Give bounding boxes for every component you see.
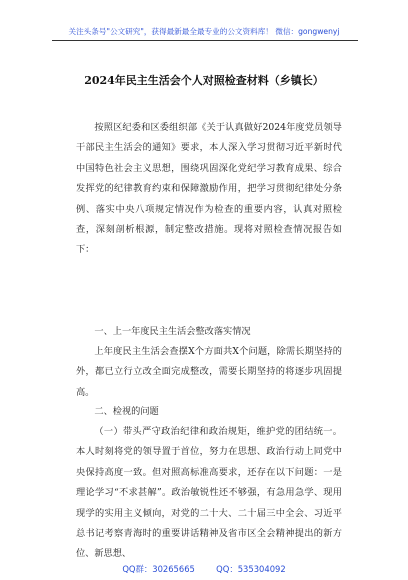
header-divider [52,40,358,41]
section2-heading [76,402,342,422]
section1-heading-text: 一、上一年度民主生活会整改落实情况 [94,326,251,337]
section1-text: 上年度民主生活会查摆X个方面共X个问题，除需长期坚持的外，都已立行立改全面完成整改，需要长期坚持的将逐步巩固提高。 [76,346,342,398]
section1-heading [76,322,342,342]
document-title: 2024年民主生活会个人对照检查材料（乡镇长） [84,74,324,87]
section2-heading-text: 二、检视的问题 [94,406,159,417]
footer-contact: QQ群：30265665 QQ：535304092 [122,564,286,574]
intro-text: 按照区纪委和区委组织部《关于认真做好2024年度党员领导干部民主生活会的通知》要求，本人深入学习贯彻习近平新时代中国特色社会主义思想，围绕巩固深化党纪学习教育成果、综合发挥党的纪律教育约束和保障激励作用，把学习贯彻纪律处分条例、落实中央八项规定情况作为检查的重要内容，认真对照检查，深刻剖析根源，制定整改措施。现将对照检查情况报告如下： [76,122,342,256]
section1-paragraph [76,342,342,403]
header-promo-note: 关注头条号"公文研究"，获得最新最全最专业的公文资料库！ 微信：gongwenyj [68,27,340,36]
intro-paragraph [76,118,342,261]
section2-paragraph [76,422,342,565]
section2-text: （一）带头严守政治纪律和政治规矩，维护党的团结统一。本人时刻将党的领导置于首位，努力在思想、政治行动上同党中央保持高度一致。但对照高标准高要求，还存在以下问题：一是理论学习“不求甚解”。政治敏锐性还不够强，有急用急学、现用现学的实用主义倾向，对党的二十大、二十届三中全会、习近平总书记考察青海时的重要讲话精神及省市区全会精神提出的新方位、新思想、 [76,426,342,560]
